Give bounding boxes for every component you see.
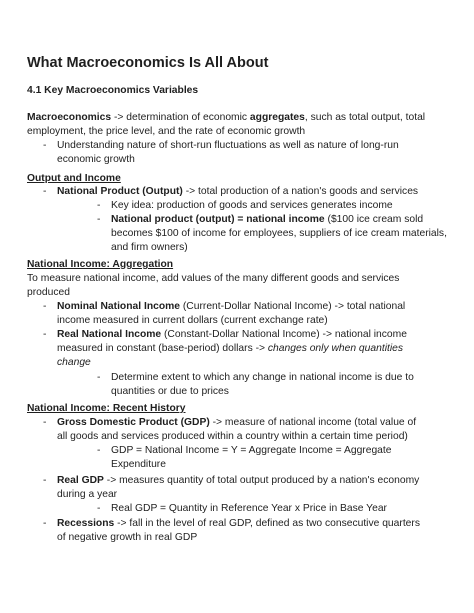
bullet-dash: - [97,200,101,211]
aggregation-heading: National Income: Aggregation [27,259,174,270]
section-heading: 4.1 Key Macroeconomics Variables [27,85,199,96]
bullet-dash: - [43,329,47,340]
bullet-dash: - [43,140,47,151]
gdp-term: Gross Domestic Product (GDP) [57,417,210,428]
real-income-term: Real National Income [57,329,162,340]
bullet-dash: - [43,186,47,197]
national-product-line [57,185,418,199]
bullet-dash: - [97,372,101,383]
real-gdp-term: Real GDP [57,475,104,486]
macro-definition-line [27,111,425,125]
bullet-dash: - [97,445,101,456]
recessions-line-2: of negative growth in real GDP [57,532,198,543]
equality-def: ($100 ice cream sold [324,214,424,225]
macro-sub-line-2: economic growth [57,154,135,165]
real-income-l2a: measured in constant (base-period) dollars -> [57,343,268,354]
macro-definition-line-2: employment, the price level, and the rate of economic growth [27,126,306,137]
nominal-income-line [57,300,405,314]
output-heading: Output and Income [27,173,121,184]
determine-line-1: Determine extent to which any change in national income is due to [111,372,414,383]
bullet-dash: - [43,417,47,428]
bullet-dash: - [97,214,101,225]
equality-line-3: and firm owners) [111,242,188,253]
recessions-def: -> fall in the level of real GDP, defined as two consecutive quarters [114,518,420,529]
key-idea-line: Key idea: production of goods and services generates income [111,200,393,211]
gdp-line-2: all goods and services produced within a country within a certain time period) [57,431,408,442]
bullet-dash: - [97,503,101,514]
real-gdp-line [57,474,419,488]
gdp-def: -> measure of national income (total value of [209,417,417,428]
aggregation-intro-1: To measure national income, add values of the many different goods and services [27,273,400,284]
aggregates-term: aggregates [249,112,305,123]
gdp-equation-line-1: GDP = National Income = Y = Aggregate Income = Aggregate [111,445,392,456]
gdp-line [57,416,416,430]
determine-line-2: quantities or due to prices [111,386,229,397]
equality-line-2: becomes $100 of income for employees, suppliers of ice cream materials, [111,228,447,239]
real-income-line-3: change [57,357,91,368]
bullet-dash: - [43,518,47,529]
history-heading: National Income: Recent History [27,403,186,414]
bullet-dash: - [43,301,47,312]
nominal-income-def: (Current-Dollar National Income) -> total national [180,301,406,312]
real-income-def: (Constant-Dollar National Income) -> national income [161,329,407,340]
page-title: What Macroeconomics Is All About [27,55,269,71]
real-gdp-equation: Real GDP = Quantity in Reference Year x Price in Base Year [111,503,387,514]
real-income-l2b: changes only when quantities [267,343,404,354]
real-income-line-2 [57,342,403,356]
macro-def-c: , such as total output, total [304,112,426,123]
bullet-dash: - [43,475,47,486]
nominal-income-line-2: income measured in current dollars (current exchange rate) [57,315,328,326]
recessions-line [57,517,420,531]
macro-sub-line-1: Understanding nature of short-run fluctuations as well as nature of long-run [57,140,399,151]
macro-def-a: -> determination of economic [111,112,250,123]
equality-term: National product (output) = national income [111,214,325,225]
real-income-line [57,328,407,342]
national-product-def: -> total production of a nation's goods and services [182,186,419,197]
macro-term: Macroeconomics [27,112,112,123]
nominal-income-term: Nominal National Income [57,301,181,312]
aggregation-intro-2: produced [27,287,70,298]
recessions-term: Recessions [57,518,115,529]
real-gdp-line-2: during a year [57,489,118,500]
national-product-term: National Product (Output) [57,186,183,197]
equality-line [111,213,423,227]
gdp-equation-line-2: Expenditure [111,459,166,470]
real-gdp-def: -> measures quantity of total output produced by a nation's economy [103,475,420,486]
